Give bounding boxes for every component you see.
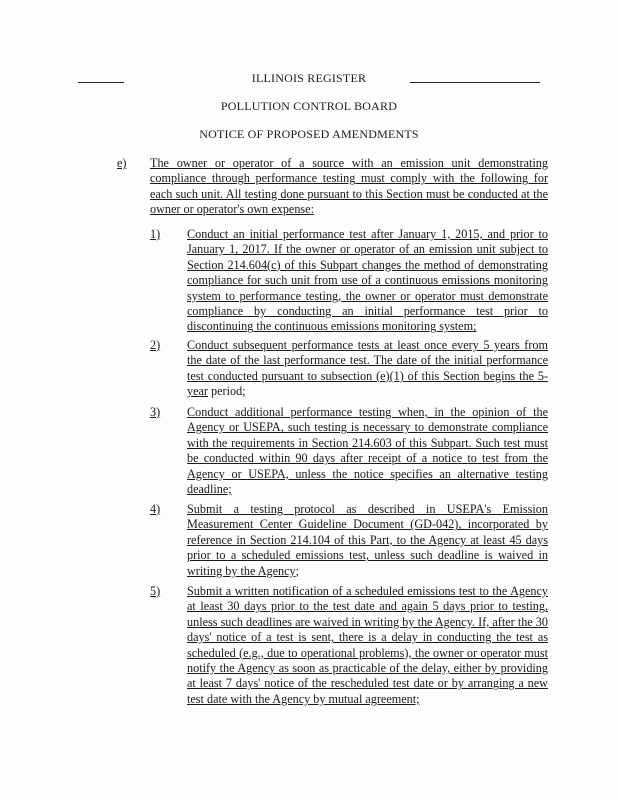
section-e-text: The owner or operator of a source with an emission unit demonstrating compliance through performance testing must comply with the following for each such unit. All testing done pursuant to this Section must be conducted at the owner or operator's own expense: [150,156,548,217]
item-3-label: 3) [150,405,161,419]
section-e-label: e) [117,156,127,170]
register-title: ILLINOIS REGISTER [251,71,367,85]
item-2-text [187,338,548,400]
item-5-label: 5) [150,584,161,598]
item-1-text: Conduct an initial performance test after January 1, 2015, and prior to January 1, 2017. If the owner or operator of an emission unit subject to Section 214.604(c) of this Subpart changes the method of demonstrating compliance for such unit from use of a continuous emissions monitoring system to performance testing, the owner or operator must demonstrate compliance by conducting an initial performance test prior to discontinuing the continuous emissions monitoring system; [187,227,548,334]
board-title: POLLUTION CONTROL BOARD [220,99,398,113]
item-1-label: 1) [150,227,161,241]
item-5-text: Submit a written notification of a scheduled emissions test to the Agency at least 30 days prior to the test date and again 5 days prior to testing, unless such deadlines are waived in writing by the Agency. If, after the 30 days' notice of a test is sent, there is a delay in conducting the test as scheduled (e.g., due to operational problems), the owner or operator must notify the Agency as soon as practicable of the delay, either by providing at least 7 days' notice of the rescheduled test date or by arranging a new test date with the Agency by mutual agreement; [187,584,548,706]
item-3-text: Conduct additional performance testing when, in the opinion of the Agency or USEPA, such testing is necessary to demonstrate compliance with the requirements in Section 214.603 of this Subpart. Such test must be conducted within 90 days after receipt of a notice to test from the Agency or USEPA, unless the notice specifies an alternative testing deadline; [187,405,548,497]
item-2-label: 2) [150,338,161,352]
notice-title: NOTICE OF PROPOSED AMENDMENTS [199,127,419,141]
item-4-label: 4) [150,502,161,516]
item-2-text-underlined: Conduct subsequent performance tests at least once every 5 years from the date of the last performance test. The date of the initial performance test conducted pursuant to subsection (e)(1) of this Section begins the 5-year [187,338,548,399]
item-2-text-plain: period; [211,384,246,399]
item-4-text: Submit a testing protocol as described in USEPA's Emission Measurement Center Guideline Document (GD-042), incorporated by reference in Section 214.104 of this Part, to the Agency at least 45 days prior to a scheduled emissions test, unless such deadline is waived in writing by the Agency; [187,502,548,578]
